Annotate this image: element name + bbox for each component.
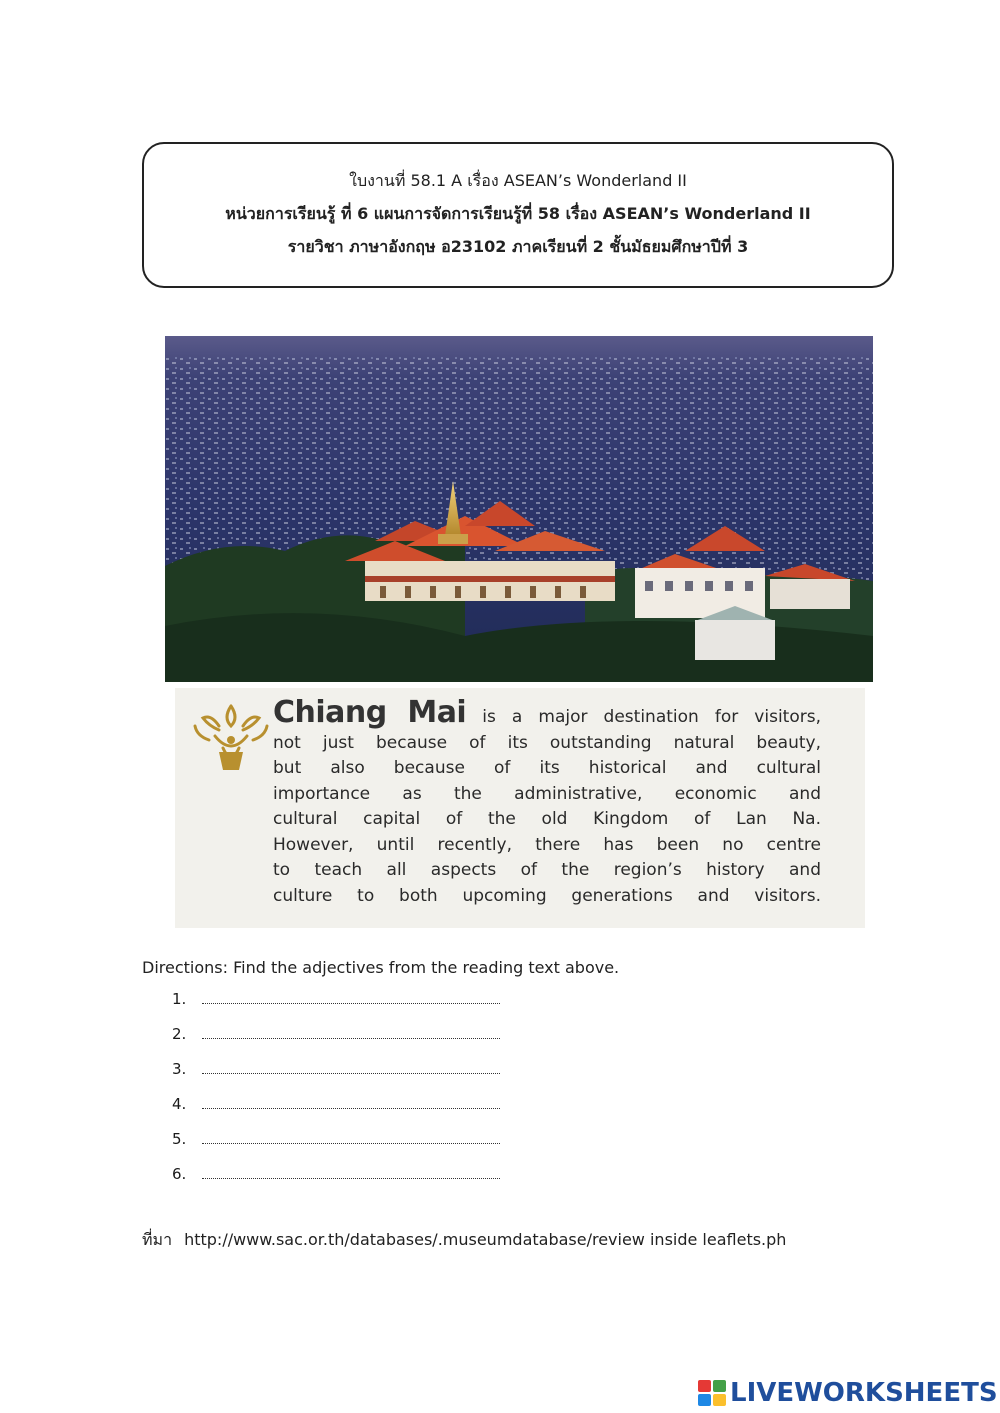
source-label: ที่มา (142, 1230, 173, 1249)
answer-blank-6[interactable] (202, 1165, 500, 1179)
answer-number: 2. (172, 1025, 187, 1043)
source-url: http://www.sac.or.th/databases/.museumdatabase/review inside leaflets.ph (184, 1230, 787, 1249)
answer-blank-1[interactable] (202, 990, 500, 1004)
reading-title: Chiang Mai (273, 695, 467, 730)
answer-item (172, 990, 500, 1025)
answer-number: 4. (172, 1095, 187, 1113)
answer-item (172, 1130, 500, 1165)
answer-item (172, 1165, 500, 1200)
brand-name: LIVEWORKSHEETS (730, 1378, 998, 1408)
reading-passage (175, 688, 865, 928)
lanna-ornament-icon (189, 696, 273, 780)
worksheet-header (142, 142, 894, 288)
reading-line-5: cultural capital of the old Kingdom of Lan Na. (273, 809, 821, 829)
course-info: รายวิชา ภาษาอังกฤษ อ23102 ภาคเรียนที่ 2 ชั้นมัธยมศึกษาปีที่ 3 (287, 237, 749, 256)
answer-number: 5. (172, 1130, 187, 1148)
reading-line-4: importance as the administrative, economic and (273, 783, 821, 804)
answer-number: 3. (172, 1060, 187, 1078)
reading-line-8: culture to both upcoming generations and visitors. (273, 885, 821, 906)
logo-square-green (713, 1380, 726, 1392)
answer-list (172, 990, 500, 1200)
answer-item (172, 1060, 500, 1095)
answer-item (172, 1025, 500, 1060)
reading-line-1: Chiang Mai is a major destination for visitors, (273, 695, 821, 730)
lesson-unit: หน่วยการเรียนรู้ ที่ 6 แผนการจัดการเรียนรู้ที่ 58 เรื่อง ASEAN’s Wonderland II (225, 204, 811, 223)
answer-blank-4[interactable] (202, 1095, 500, 1109)
logo-square-red (698, 1380, 711, 1392)
reading-line-2: not just because of its outstanding natural beauty, (273, 732, 821, 753)
worksheet-title: ใบงานที่ 58.1 A เรื่อง ASEAN’s Wonderland II (349, 171, 687, 190)
answer-number: 1. (172, 990, 187, 1008)
reading-text (273, 695, 821, 909)
logo-square-yellow (713, 1394, 726, 1406)
liveworksheets-logo-icon (698, 1380, 726, 1406)
reading-line-7: to teach all aspects of the region’s history and (273, 860, 821, 880)
chiang-mai-temple-photo (165, 336, 873, 682)
source-citation (142, 1228, 786, 1253)
temple-photo-illustration (165, 336, 873, 682)
logo-square-blue (698, 1394, 711, 1406)
reading-line-6: However, until recently, there has been no centre (273, 834, 821, 855)
directions-text: Directions: Find the adjectives from the reading text above. (142, 958, 620, 977)
answer-blank-5[interactable] (202, 1130, 500, 1144)
reading-line-3: but also because of its historical and cultural (273, 758, 821, 778)
answer-blank-3[interactable] (202, 1060, 500, 1074)
answer-item (172, 1095, 500, 1130)
answer-blank-2[interactable] (202, 1025, 500, 1039)
liveworksheets-brand (698, 1378, 998, 1408)
answer-number: 6. (172, 1165, 187, 1183)
